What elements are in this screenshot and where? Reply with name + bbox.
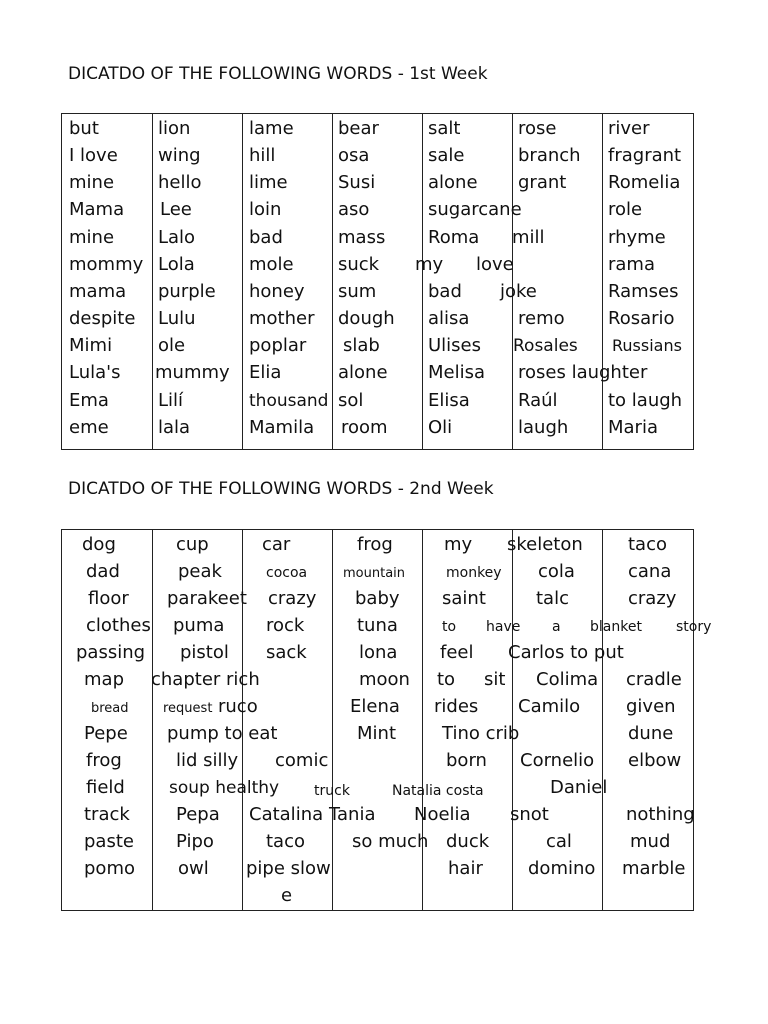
word-cell: I love bbox=[69, 145, 118, 166]
word-cell: crazy bbox=[268, 588, 317, 609]
word-cell: loin bbox=[249, 199, 282, 220]
column-divider bbox=[242, 530, 243, 910]
word-cell: mummy bbox=[155, 362, 230, 383]
word-cell: crazy bbox=[628, 588, 677, 609]
word-cell: lime bbox=[249, 172, 288, 193]
word-cell: peak bbox=[178, 561, 222, 582]
word-cell: Lilí bbox=[158, 390, 184, 411]
word-cell: to bbox=[442, 619, 457, 635]
word-cell: sale bbox=[428, 145, 465, 166]
word-cell: sum bbox=[338, 281, 377, 302]
word-cell: Pepe bbox=[84, 723, 128, 744]
word-cell: blanket bbox=[590, 619, 642, 635]
column-divider bbox=[422, 530, 423, 910]
word-cell: floor bbox=[88, 588, 129, 609]
word-cell: but bbox=[69, 118, 99, 139]
word-cell: aso bbox=[338, 199, 370, 220]
word-cell: hair bbox=[448, 858, 483, 879]
word-cell: Natalia costa bbox=[392, 783, 484, 799]
column-divider bbox=[152, 530, 153, 910]
word-cell: Lola bbox=[158, 254, 195, 275]
word-cell: Elia bbox=[249, 362, 282, 383]
word-cell: lona bbox=[359, 642, 398, 663]
word-cell: salt bbox=[428, 118, 461, 139]
word-cell: Rosales bbox=[513, 336, 578, 356]
word-cell: Elisa bbox=[428, 390, 470, 411]
word-cell: mountain bbox=[343, 566, 406, 581]
word-cell: dune bbox=[628, 723, 674, 744]
word-cell: so much bbox=[352, 831, 429, 852]
word-cell: purple bbox=[158, 281, 216, 302]
word-cell: frog bbox=[357, 534, 393, 555]
word-cell: pump to eat bbox=[167, 723, 278, 744]
word-cell: passing bbox=[76, 642, 146, 663]
word-cell: Noelia bbox=[414, 804, 471, 825]
word-cell: taco bbox=[628, 534, 667, 555]
word-cell: pomo bbox=[84, 858, 135, 879]
word-cell: snot bbox=[510, 804, 549, 825]
word-cell: sugarcane bbox=[428, 199, 522, 220]
word-cell: osa bbox=[338, 145, 370, 166]
column-divider bbox=[332, 114, 333, 449]
column-divider bbox=[512, 530, 513, 910]
word-cell: my bbox=[444, 534, 473, 555]
word-cell: bad bbox=[428, 281, 462, 302]
word-cell: Elena bbox=[350, 696, 400, 717]
word-cell: mine bbox=[69, 227, 115, 248]
word-cell: have bbox=[486, 619, 521, 635]
word-cell: Catalina bbox=[249, 804, 324, 825]
column-divider bbox=[602, 530, 603, 910]
word-cell: a bbox=[552, 619, 561, 635]
word-cell: laugh bbox=[518, 417, 569, 438]
word-cell: alisa bbox=[428, 308, 470, 329]
word-cell: Ema bbox=[69, 390, 109, 411]
word-cell: elbow bbox=[628, 750, 682, 771]
word-cell: my bbox=[415, 254, 444, 275]
word-cell: cola bbox=[538, 561, 575, 582]
word-cell: Lulu bbox=[158, 308, 196, 329]
word-cell: remo bbox=[518, 308, 565, 329]
word-cell: mud bbox=[630, 831, 671, 852]
word-cell: moon bbox=[359, 669, 410, 690]
word-cell: mama bbox=[69, 281, 127, 302]
word-cell: dad bbox=[86, 561, 120, 582]
week2-word-table bbox=[61, 529, 694, 911]
word-cell: mine bbox=[69, 172, 115, 193]
word-cell: mass bbox=[338, 227, 386, 248]
word-cell: Pipo bbox=[176, 831, 214, 852]
word-cell: given bbox=[626, 696, 676, 717]
word-cell: rose bbox=[518, 118, 557, 139]
word-cell: Oli bbox=[428, 417, 453, 438]
word-cell: story bbox=[676, 619, 712, 635]
word-cell: Mama bbox=[69, 199, 125, 220]
word-cell: Ulises bbox=[428, 335, 482, 356]
word-cell: thousand bbox=[249, 391, 329, 411]
column-divider bbox=[332, 530, 333, 910]
word-cell: eme bbox=[69, 417, 109, 438]
word-cell: fragrant bbox=[608, 145, 682, 166]
word-cell: Melisa bbox=[428, 362, 486, 383]
word-cell: cana bbox=[628, 561, 672, 582]
word-cell: marble bbox=[622, 858, 686, 879]
word-cell: feel bbox=[440, 642, 474, 663]
word-cell: ole bbox=[158, 335, 186, 356]
word-cell: rama bbox=[608, 254, 655, 275]
word-cell: mole bbox=[249, 254, 294, 275]
word-cell: Lalo bbox=[158, 227, 196, 248]
word-cell: talc bbox=[536, 588, 569, 609]
word-cell: hello bbox=[158, 172, 202, 193]
word-cell: Susi bbox=[338, 172, 376, 193]
word-cell: Colima bbox=[536, 669, 599, 690]
word-cell: joke bbox=[500, 281, 537, 302]
word-cell: Ramses bbox=[608, 281, 679, 302]
word-cell: mill bbox=[512, 227, 545, 248]
word-cell: Tania bbox=[329, 804, 376, 825]
word-cell: lame bbox=[249, 118, 294, 139]
word-cell: suck bbox=[338, 254, 380, 275]
word-cell: cal bbox=[546, 831, 572, 852]
word-cell: grant bbox=[518, 172, 567, 193]
word-cell: pipe slow bbox=[246, 858, 331, 879]
word-cell: sack bbox=[266, 642, 307, 663]
word-cell: mother bbox=[249, 308, 315, 329]
word-cell: Carlos to put bbox=[508, 642, 624, 663]
word-cell: lid silly bbox=[176, 750, 239, 771]
word-cell: Mint bbox=[357, 723, 396, 744]
word-cell: dough bbox=[338, 308, 395, 329]
word-cell: to bbox=[437, 669, 456, 690]
word-cell: owl bbox=[178, 858, 209, 879]
word-cell: nothing bbox=[626, 804, 695, 825]
word-cell: rides bbox=[434, 696, 479, 717]
word-cell: honey bbox=[249, 281, 305, 302]
word-cell: chapter rich bbox=[151, 669, 260, 690]
word-cell: ruco bbox=[218, 696, 258, 717]
week1-title: DICATDO OF THE FOLLOWING WORDS - 1st Week bbox=[68, 64, 488, 84]
word-cell: bad bbox=[249, 227, 283, 248]
week1-word-table bbox=[61, 113, 694, 450]
word-cell: monkey bbox=[446, 565, 502, 581]
word-cell: born bbox=[446, 750, 487, 771]
word-cell: alone bbox=[338, 362, 388, 383]
word-cell: rhyme bbox=[608, 227, 666, 248]
word-cell: pistol bbox=[180, 642, 229, 663]
word-cell: Roma bbox=[428, 227, 480, 248]
column-divider bbox=[152, 114, 153, 449]
column-divider bbox=[242, 114, 243, 449]
word-cell: river bbox=[608, 118, 650, 139]
word-cell: hill bbox=[249, 145, 276, 166]
word-cell: e bbox=[281, 885, 293, 906]
word-cell: poplar bbox=[249, 335, 307, 356]
word-cell: dog bbox=[82, 534, 116, 555]
word-cell: lion bbox=[158, 118, 191, 139]
word-cell: skeleton bbox=[507, 534, 583, 555]
word-cell: truck bbox=[314, 783, 350, 799]
word-cell: Mimi bbox=[69, 335, 113, 356]
word-cell: lala bbox=[158, 417, 191, 438]
word-cell: soup healthy bbox=[169, 778, 280, 798]
word-cell: alone bbox=[428, 172, 478, 193]
word-cell: track bbox=[84, 804, 130, 825]
word-cell: role bbox=[608, 199, 643, 220]
word-cell: saint bbox=[442, 588, 486, 609]
column-divider bbox=[602, 114, 603, 449]
word-cell: tuna bbox=[357, 615, 398, 636]
word-cell: Maria bbox=[608, 417, 658, 438]
word-cell: sit bbox=[484, 669, 506, 690]
word-cell: Pepa bbox=[176, 804, 220, 825]
word-cell: despite bbox=[69, 308, 136, 329]
word-cell: clothes bbox=[86, 615, 151, 636]
word-cell: Lula's bbox=[69, 362, 121, 383]
word-cell: taco bbox=[266, 831, 305, 852]
word-cell: sol bbox=[338, 390, 364, 411]
word-cell: baby bbox=[355, 588, 400, 609]
word-cell: bear bbox=[338, 118, 379, 139]
word-cell: Rosario bbox=[608, 308, 675, 329]
word-cell: cradle bbox=[626, 669, 682, 690]
word-cell: roses laughter bbox=[518, 362, 648, 383]
word-cell: slab bbox=[343, 335, 380, 356]
word-cell: Russians bbox=[612, 336, 682, 355]
word-cell: comic bbox=[275, 750, 329, 771]
word-cell: frog bbox=[86, 750, 122, 771]
word-cell: Daniel bbox=[550, 777, 608, 798]
word-cell: field bbox=[86, 777, 125, 798]
word-cell: domino bbox=[528, 858, 596, 879]
word-cell: Cornelio bbox=[520, 750, 595, 771]
word-cell: puma bbox=[173, 615, 225, 636]
word-cell: parakeet bbox=[167, 588, 247, 609]
column-divider bbox=[422, 114, 423, 449]
word-cell: mommy bbox=[69, 254, 144, 275]
word-cell: request bbox=[163, 701, 213, 716]
word-cell: paste bbox=[84, 831, 134, 852]
word-cell: cup bbox=[176, 534, 209, 555]
word-cell: map bbox=[84, 669, 124, 690]
word-cell: bread bbox=[91, 701, 129, 716]
word-cell: car bbox=[262, 534, 291, 555]
word-cell: branch bbox=[518, 145, 581, 166]
week2-title: DICATDO OF THE FOLLOWING WORDS - 2nd Week bbox=[68, 479, 494, 499]
word-cell: love bbox=[476, 254, 514, 275]
word-cell: to laugh bbox=[608, 390, 683, 411]
word-cell: Lee bbox=[160, 199, 192, 220]
word-cell: Romelia bbox=[608, 172, 681, 193]
word-cell: cocoa bbox=[266, 565, 308, 581]
word-cell: room bbox=[341, 417, 388, 438]
word-cell: duck bbox=[446, 831, 490, 852]
word-cell: Camilo bbox=[518, 696, 581, 717]
word-cell: Mamila bbox=[249, 417, 315, 438]
word-cell: rock bbox=[266, 615, 305, 636]
word-cell: Raúl bbox=[518, 390, 558, 411]
word-cell: wing bbox=[158, 145, 201, 166]
word-cell: Tino crib bbox=[442, 723, 520, 744]
